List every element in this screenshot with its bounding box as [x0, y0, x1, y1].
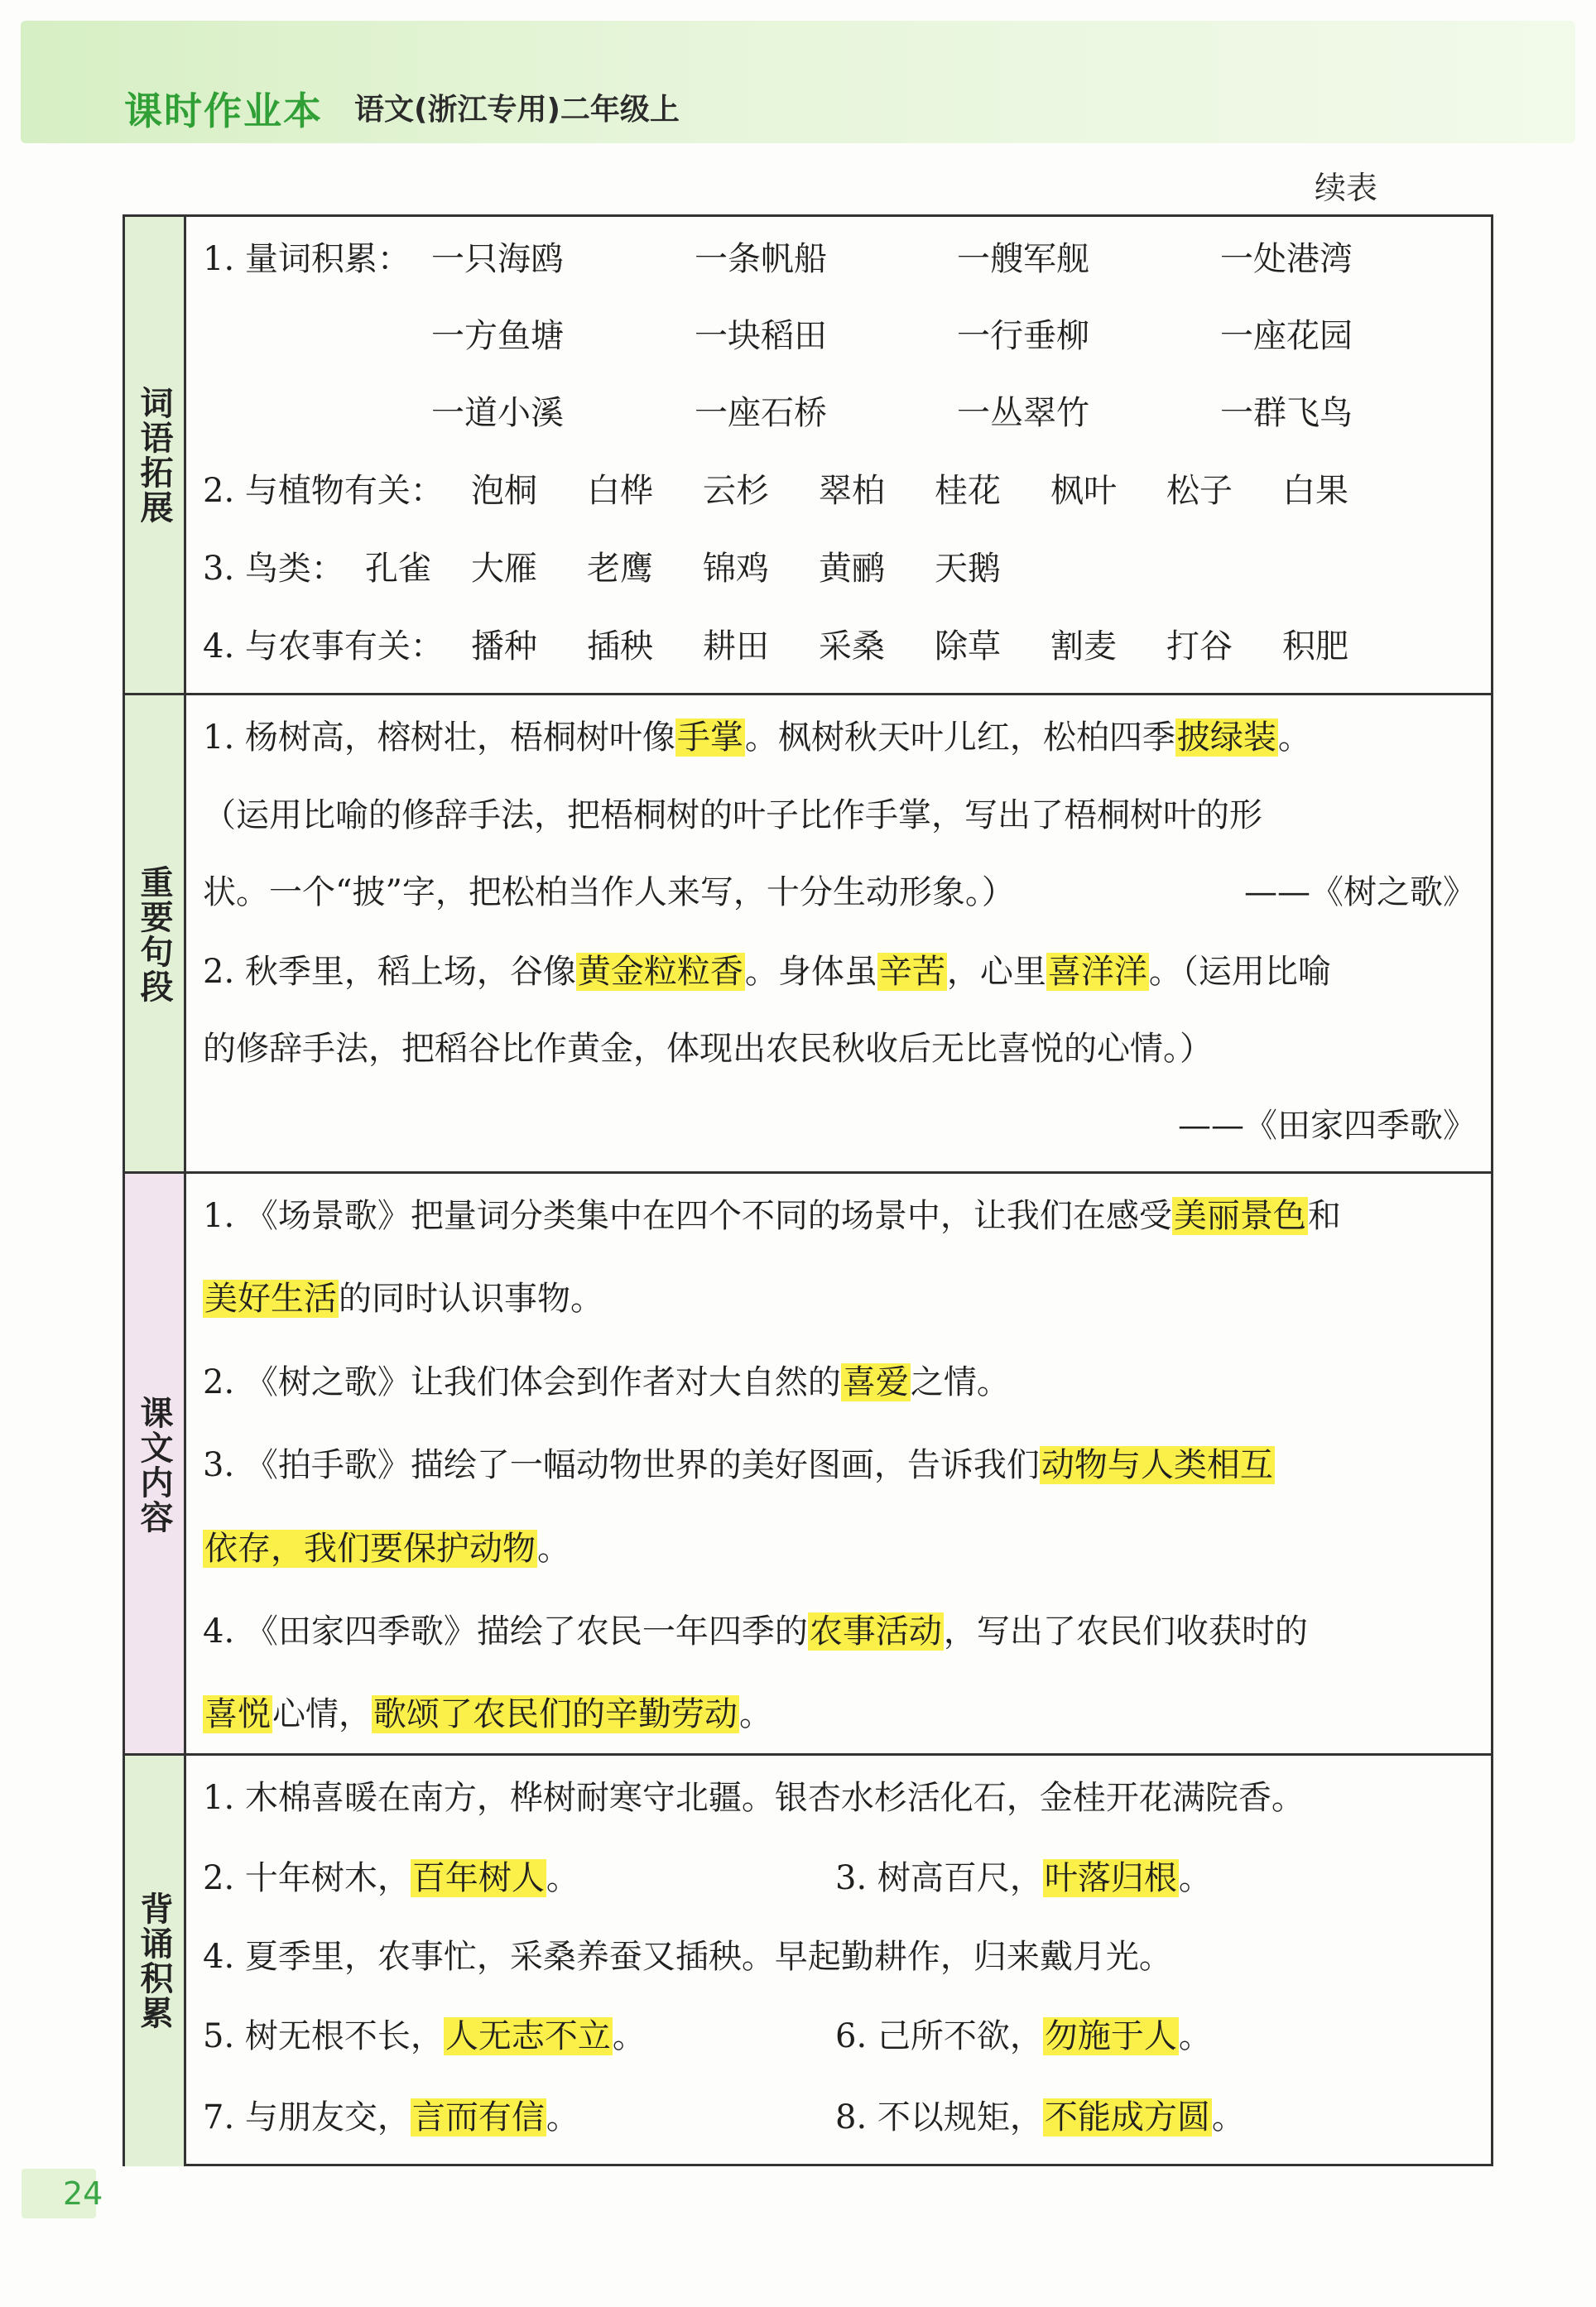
word: 一行垂柳 — [957, 317, 1089, 355]
word: 一条帆船 — [695, 240, 827, 278]
book-subject: 语文(浙江专用)二年级上 — [354, 93, 680, 127]
recitation-line — [835, 1858, 1212, 1899]
highlight: 披绿装 — [1176, 719, 1276, 757]
continued-label: 续表 — [1315, 170, 1378, 206]
recitation-line — [203, 2097, 579, 2138]
highlight: 叶落归根 — [1044, 1859, 1177, 1897]
word: 一座花园 — [1220, 317, 1353, 355]
content-line — [203, 1278, 603, 1319]
content-line — [203, 1444, 1275, 1486]
text: 之情。 — [910, 1363, 1010, 1401]
text: 。 — [612, 2017, 646, 2055]
section-text-content — [125, 1171, 1491, 1756]
word: 云杉 — [703, 472, 769, 510]
plants-label: 2. 与植物有关： — [203, 472, 444, 510]
text: 。 — [537, 1530, 570, 1568]
recitation-line — [203, 2016, 646, 2057]
word: 枫叶 — [1050, 472, 1117, 510]
word: 白果 — [1282, 472, 1348, 510]
highlight: 手掌 — [676, 719, 743, 757]
text: 。 — [1178, 2017, 1212, 2055]
word: 耕田 — [703, 627, 769, 666]
recitation-line — [835, 2097, 1245, 2138]
word: 一只海鸥 — [431, 240, 564, 278]
recitation-line — [203, 1858, 579, 1899]
measure-words-label: 1. 量词积累： — [203, 240, 411, 278]
word: 一处港湾 — [1220, 240, 1353, 278]
word: 白桦 — [587, 472, 653, 510]
highlight: 依存，我们要保护动物 — [204, 1530, 536, 1568]
text: ，写出了农民们收获时的 — [943, 1612, 1308, 1651]
text: 。 — [1277, 719, 1311, 757]
text: 3. 树高百尺， — [835, 1859, 1043, 1897]
highlight: 喜洋洋 — [1047, 953, 1147, 991]
word: 一艘军舰 — [957, 240, 1089, 278]
highlight: 农事活动 — [809, 1612, 942, 1651]
word: 松子 — [1166, 472, 1233, 510]
word: 孔雀 — [365, 550, 431, 588]
text: 1. 杨树高，榕树壮，梧桐树叶像 — [203, 719, 675, 757]
highlight: 歌颂了农民们的辛勤劳动 — [373, 1695, 738, 1733]
word: 翠柏 — [819, 472, 885, 510]
word: 老鹰 — [587, 550, 653, 588]
recitation-line: 1. 木棉喜暖在南方，桦树耐寒守北疆。银杏水杉活化石，金桂开花满院香。 — [203, 1779, 1305, 1817]
content-line — [203, 1611, 1308, 1652]
text: 7. 与朋友交， — [203, 2098, 411, 2136]
highlight: 百年树人 — [411, 1859, 545, 1897]
word: 打谷 — [1166, 627, 1233, 666]
passage-line — [203, 951, 1331, 992]
text: 2. 十年树木， — [203, 1859, 411, 1897]
highlight: 言而有信 — [411, 2098, 545, 2136]
birds-label: 3. 鸟类： — [203, 550, 344, 588]
text: 。 — [1211, 2098, 1245, 2136]
word: 除草 — [935, 627, 1001, 666]
recitation-line — [835, 2016, 1212, 2057]
text: 2. 《树之歌》让我们体会到作者对大自然的 — [203, 1363, 841, 1401]
text: 。（运用比喻 — [1148, 953, 1331, 991]
content-line — [203, 1195, 1341, 1237]
word: 一方鱼塘 — [431, 317, 564, 355]
word: 采桑 — [819, 627, 885, 666]
category-cell — [125, 1756, 186, 2166]
highlight: 美丽景色 — [1173, 1197, 1306, 1235]
highlight: 人无志不立 — [445, 2017, 611, 2055]
page-number-tab — [22, 2169, 103, 2218]
word: 泡桐 — [471, 472, 537, 510]
text: 和 — [1307, 1197, 1341, 1235]
page-number: 24 — [63, 2175, 103, 2212]
farming-label: 4. 与农事有关： — [203, 627, 444, 666]
text: 4. 《田家四季歌》描绘了农民一年四季的 — [203, 1612, 808, 1651]
word: 一丛翠竹 — [957, 394, 1089, 432]
word: 大雁 — [471, 550, 537, 588]
highlight: 不能成方圆 — [1044, 2098, 1210, 2136]
text: 。 — [546, 1859, 579, 1897]
section-recitation — [125, 1753, 1491, 2166]
highlight: 动物与人类相互 — [1041, 1446, 1273, 1484]
word: 割麦 — [1050, 627, 1117, 666]
word: 黄鹂 — [819, 550, 885, 588]
passage-line: 的修辞手法，把稻谷比作黄金，体现出农民秋收后无比喜悦的心情。） — [203, 1030, 1213, 1068]
category-cell — [125, 1174, 186, 1756]
highlight: 黄金粒粒香 — [577, 953, 743, 991]
passage-line — [203, 717, 1311, 758]
word: 一块稻田 — [695, 317, 827, 355]
content-line — [203, 1528, 570, 1569]
highlight: 喜悦 — [204, 1695, 271, 1733]
recitation-line: 4. 夏季里，农事忙，采桑养蚕又插秧。早起勤耕作，归来戴月光。 — [203, 1938, 1172, 1976]
highlight: 勿施于人 — [1044, 2017, 1177, 2055]
word: 积肥 — [1282, 627, 1348, 666]
content-line — [203, 1362, 1010, 1403]
word: 播种 — [471, 627, 537, 666]
text: 的同时认识事物。 — [339, 1280, 603, 1318]
word: 锦鸡 — [703, 550, 769, 588]
highlight: 美好生活 — [204, 1280, 337, 1318]
category-cell — [125, 695, 186, 1174]
source-citation: ——《树之歌》 — [1244, 873, 1476, 911]
text: 。 — [1178, 1859, 1212, 1897]
text: 。身体虽 — [744, 953, 877, 991]
word: 天鹅 — [935, 550, 1001, 588]
category-label: 词语拓展 — [135, 385, 173, 525]
passage-line: （运用比喻的修辞手法，把梧桐树的叶子比作手掌，写出了梧桐树叶的形 — [203, 796, 1262, 834]
word: 插秧 — [587, 627, 653, 666]
text: 心情， — [272, 1695, 372, 1733]
word: 一群飞鸟 — [1220, 394, 1353, 432]
text: 。 — [546, 2098, 579, 2136]
source-citation: ——《田家四季歌》 — [1178, 1107, 1476, 1145]
text: 5. 树无根不长， — [203, 2017, 444, 2055]
section-vocabulary — [125, 217, 1491, 693]
summary-table — [123, 214, 1493, 2166]
passage-line: 状。一个“披”字，把松柏当作人来写，十分生动形象。） — [203, 873, 1015, 911]
category-label: 课文内容 — [135, 1395, 173, 1535]
text: ，心里 — [946, 953, 1046, 991]
text: 6. 己所不欲， — [835, 2017, 1043, 2055]
section-key-passages — [125, 693, 1491, 1174]
category-label: 背诵积累 — [135, 1891, 173, 2031]
text: 2. 秋季里，稻上场，谷像 — [203, 953, 576, 991]
text: 。 — [739, 1695, 772, 1733]
word: 桂花 — [935, 472, 1001, 510]
content-line — [203, 1694, 772, 1735]
category-cell — [125, 217, 186, 693]
text: 8. 不以规矩， — [835, 2098, 1043, 2136]
highlight: 辛苦 — [878, 953, 945, 991]
highlight: 喜爱 — [842, 1363, 909, 1401]
word: 一道小溪 — [431, 394, 564, 432]
word: 一座石桥 — [695, 394, 827, 432]
text: 。枫树秋天叶儿红，松柏四季 — [744, 719, 1175, 757]
category-label: 重要句段 — [135, 865, 173, 1004]
text: 1. 《场景歌》把量词分类集中在四个不同的场景中，让我们在感受 — [203, 1197, 1172, 1235]
text: 3. 《拍手歌》描绘了一幅动物世界的美好图画，告诉我们 — [203, 1446, 1040, 1484]
book-brand: 课时作业本 — [124, 89, 323, 133]
